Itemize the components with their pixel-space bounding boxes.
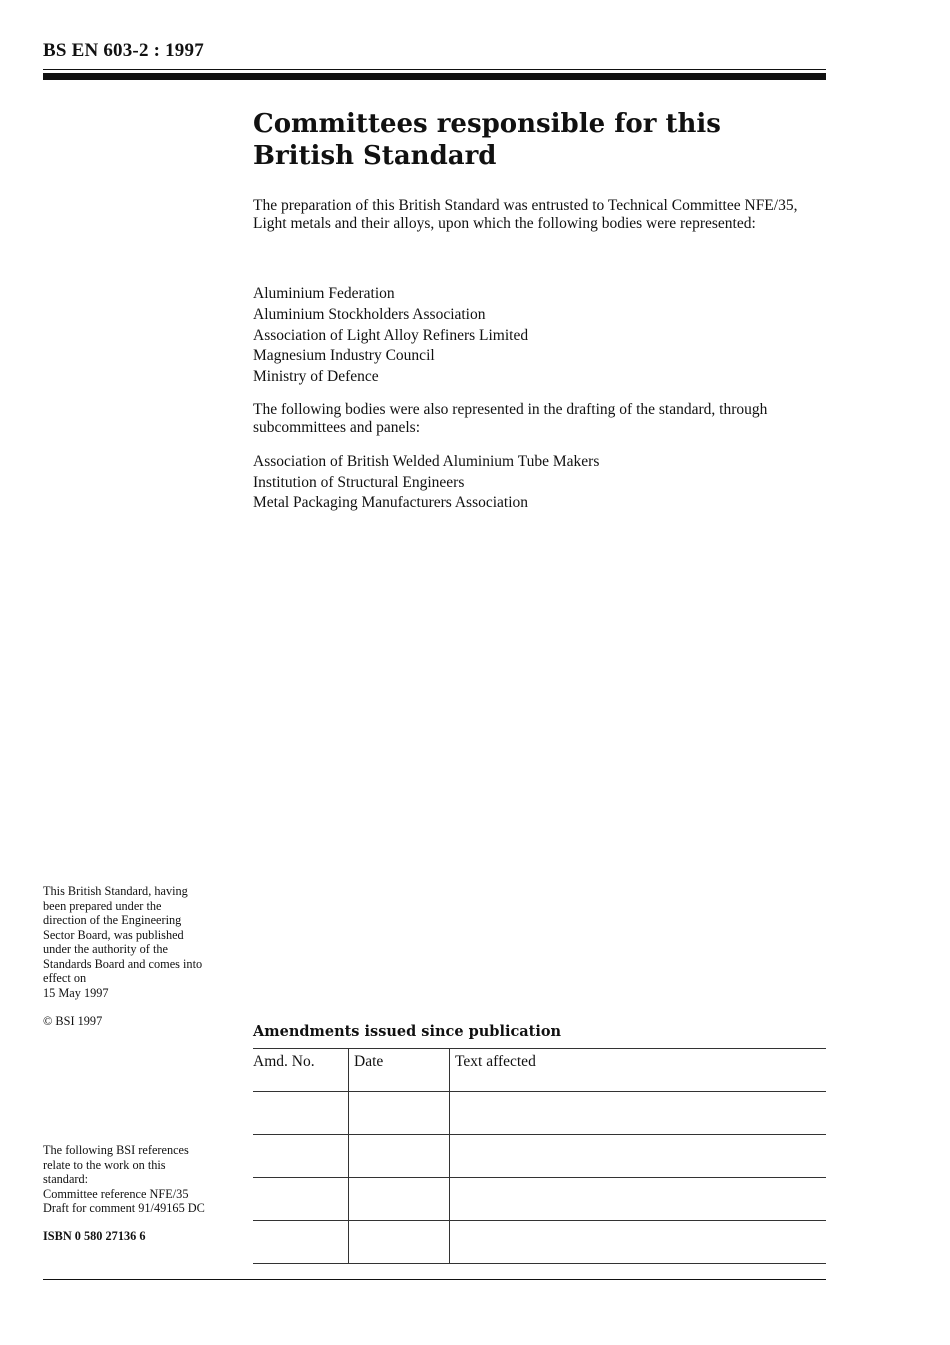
document-reference: BS EN 603-2 : 1997 (43, 40, 204, 61)
column-header-date: Date (349, 1049, 450, 1092)
note-line: Draft for comment 91/49165 DC (43, 1201, 205, 1215)
table-cell (450, 1221, 827, 1264)
table-row (253, 1135, 826, 1178)
page-title (253, 108, 721, 172)
table-row (253, 1092, 826, 1135)
table-cell (349, 1135, 450, 1178)
note-line: Committee reference NFE/35 (43, 1186, 189, 1201)
page-title-line-2: British Standard (253, 141, 497, 171)
intro-paragraph: The preparation of this British Standard was entrusted to Technical Committee NFE/35, Light metals and their alloys, upon which the following bodies were represented: (253, 197, 798, 232)
table-cell (253, 1092, 349, 1135)
note-line: This British Standard, having (43, 884, 188, 898)
list-item: Magnesium Industry Council (253, 347, 435, 365)
subcommittee-bodies-list (253, 452, 599, 514)
table-cell (349, 1092, 450, 1135)
header-rule-thin (43, 69, 826, 70)
represented-bodies-list (253, 284, 528, 388)
note-line: Standards Board and comes into (43, 956, 203, 971)
note-line: under the authority of the (43, 942, 168, 956)
footer-rule (43, 1279, 826, 1280)
note-line: been prepared under the (43, 898, 162, 913)
list-item: Aluminium Federation (253, 285, 395, 302)
amendments-table (253, 1048, 826, 1264)
amendments-heading: Amendments issued since publication (253, 1023, 562, 1040)
list-item: Ministry of Defence (253, 368, 379, 386)
column-header-amd-no: Amd. No. (253, 1049, 349, 1092)
table-cell (253, 1135, 349, 1178)
table-cell (450, 1092, 827, 1135)
note-line: direction of the Engineering (43, 913, 182, 927)
note-line: The following BSI references (43, 1143, 189, 1157)
list-item: Metal Packaging Manufacturers Association (253, 494, 529, 511)
bsi-references-note (43, 1143, 238, 1216)
table-cell (349, 1178, 450, 1221)
column-header-text-affected: Text affected (450, 1049, 827, 1092)
isbn: ISBN 0 580 27136 6 (43, 1229, 146, 1243)
page-title-line-1: Committees responsible for this (253, 109, 721, 139)
subcommittee-paragraph: The following bodies were also represented in the drafting of the standard, through subcommittees and panels: (253, 401, 768, 436)
table-cell (253, 1221, 349, 1264)
table-cell (450, 1135, 827, 1178)
header-rule-thick (43, 73, 826, 80)
table-cell (253, 1178, 349, 1221)
list-item: Aluminium Stockholders Association (253, 305, 486, 323)
note-line: standard: (43, 1172, 89, 1186)
list-item: Association of Light Alloy Refiners Limited (253, 326, 529, 344)
note-line: 15 May 1997 (43, 985, 109, 1000)
copyright-notice: © BSI 1997 (43, 1014, 103, 1028)
table-cell (450, 1178, 827, 1221)
list-item: Institution of Structural Engineers (253, 473, 465, 491)
note-line: effect on (43, 971, 87, 985)
note-line: relate to the work on this (43, 1157, 166, 1172)
table-cell (349, 1221, 450, 1264)
publication-note (43, 884, 238, 1000)
table-header-row (253, 1049, 826, 1092)
note-line: Sector Board, was published (43, 927, 184, 942)
table-row (253, 1221, 826, 1264)
table-row (253, 1178, 826, 1221)
list-item: Association of British Welded Aluminium Tube Makers (253, 453, 600, 470)
